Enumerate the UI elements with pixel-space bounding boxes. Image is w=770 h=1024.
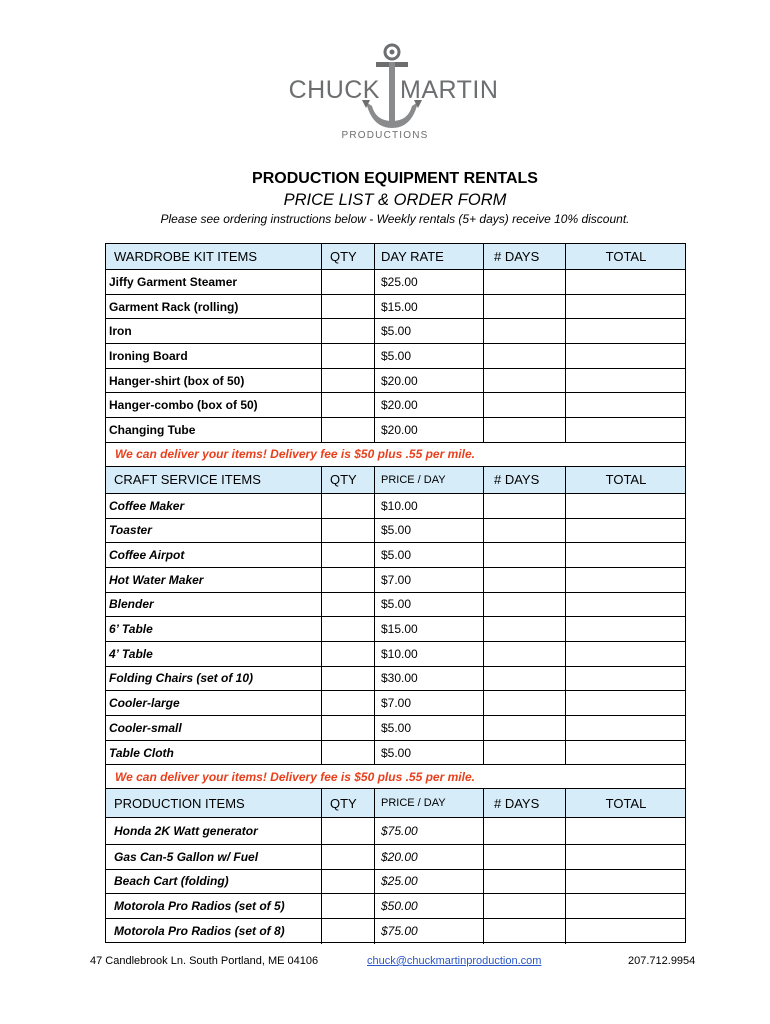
item-rate: $25.00 <box>375 870 484 894</box>
total-field[interactable] <box>566 870 686 894</box>
item-rate: $5.00 <box>375 519 484 543</box>
item-name: Motorola Pro Radios (set of 5) <box>105 894 322 918</box>
total-field[interactable] <box>566 418 686 442</box>
qty-field[interactable] <box>322 319 375 343</box>
total-field[interactable] <box>566 494 686 518</box>
total-field[interactable] <box>566 617 686 641</box>
header-qty: QTY <box>322 467 375 493</box>
ordering-note: Please see ordering instructions below - Weekly rentals (5+ days) receive 10% discount. <box>160 212 630 226</box>
item-rate: $5.00 <box>375 716 484 740</box>
header-days: # DAYS <box>484 467 566 493</box>
page-title: PRODUCTION EQUIPMENT RENTALS <box>252 170 538 187</box>
days-field[interactable] <box>484 568 566 592</box>
item-rate: $50.00 <box>375 894 484 918</box>
table-row <box>105 319 686 344</box>
qty-field[interactable] <box>322 494 375 518</box>
item-rate: $7.00 <box>375 568 484 592</box>
table-row <box>105 270 686 295</box>
header-total: TOTAL <box>605 248 647 264</box>
item-rate: $5.00 <box>375 344 484 368</box>
item-rate: $30.00 <box>375 667 484 691</box>
qty-field[interactable] <box>322 543 375 567</box>
table-row <box>105 617 686 642</box>
table-row <box>105 568 686 593</box>
table-row <box>105 845 686 870</box>
item-name: Iron <box>105 319 322 343</box>
section-header-craft-service <box>105 467 686 494</box>
days-field[interactable] <box>484 418 566 442</box>
days-field[interactable] <box>484 295 566 319</box>
item-name: Ironing Board <box>105 344 322 368</box>
table-row <box>105 418 686 443</box>
header-total: TOTAL <box>605 472 647 488</box>
days-field[interactable] <box>484 543 566 567</box>
total-field[interactable] <box>566 716 686 740</box>
item-name: Hanger-combo (box of 50) <box>105 393 322 417</box>
item-rate: $75.00 <box>375 818 484 844</box>
item-rate: $7.00 <box>375 691 484 715</box>
total-field[interactable] <box>566 642 686 666</box>
days-field[interactable] <box>484 519 566 543</box>
qty-field[interactable] <box>322 818 375 844</box>
item-name: 6’ Table <box>105 617 322 641</box>
qty-field[interactable] <box>322 295 375 319</box>
qty-field[interactable] <box>322 870 375 894</box>
total-field[interactable] <box>566 818 686 844</box>
table-row <box>105 295 686 320</box>
item-name: Jiffy Garment Steamer <box>105 270 322 294</box>
days-field[interactable] <box>484 741 566 765</box>
item-rate: $20.00 <box>375 418 484 442</box>
item-rate: $20.00 <box>375 369 484 393</box>
item-name: Honda 2K Watt generator <box>105 818 322 844</box>
item-name: Cooler-small <box>105 716 322 740</box>
table-row <box>105 393 686 418</box>
table-row <box>105 919 686 944</box>
item-name: 4’ Table <box>105 642 322 666</box>
header-rate: DAY RATE <box>375 243 484 269</box>
item-name: Cooler-large <box>105 691 322 715</box>
item-name: Blender <box>105 593 322 617</box>
logo-word-martin: MARTIN <box>400 76 499 104</box>
qty-field[interactable] <box>322 617 375 641</box>
qty-field[interactable] <box>322 716 375 740</box>
qty-field[interactable] <box>322 344 375 368</box>
total-field[interactable] <box>566 845 686 869</box>
table-row <box>105 716 686 741</box>
item-rate: $20.00 <box>375 393 484 417</box>
delivery-banner: We can deliver your items! Delivery fee is $50 plus .55 per mile. <box>105 765 686 789</box>
table-row <box>105 494 686 519</box>
item-rate: $5.00 <box>375 741 484 765</box>
qty-field[interactable] <box>322 369 375 393</box>
table-row <box>105 691 686 716</box>
table-row <box>105 344 686 369</box>
total-field[interactable] <box>566 741 686 765</box>
table-row <box>105 369 686 394</box>
table-row <box>105 870 686 895</box>
logo-subtitle: PRODUCTIONS <box>341 130 429 141</box>
qty-field[interactable] <box>322 919 375 944</box>
order-form-table <box>105 243 686 944</box>
page-subtitle: PRICE LIST & ORDER FORM <box>283 191 507 209</box>
days-field[interactable] <box>484 716 566 740</box>
item-rate: $15.00 <box>375 617 484 641</box>
total-field[interactable] <box>566 319 686 343</box>
days-field[interactable] <box>484 642 566 666</box>
total-field[interactable] <box>566 369 686 393</box>
total-field[interactable] <box>566 543 686 567</box>
total-field[interactable] <box>566 568 686 592</box>
qty-field[interactable] <box>322 691 375 715</box>
total-field[interactable] <box>566 270 686 294</box>
header-item: WARDROBE KIT ITEMS <box>105 243 322 269</box>
days-field[interactable] <box>484 344 566 368</box>
item-name: Coffee Airpot <box>105 543 322 567</box>
header-days: # DAYS <box>484 789 566 817</box>
days-field[interactable] <box>484 919 566 944</box>
total-field[interactable] <box>566 919 686 944</box>
days-field[interactable] <box>484 393 566 417</box>
item-name: Table Cloth <box>105 741 322 765</box>
delivery-banner: We can deliver your items! Delivery fee is $50 plus .55 per mile. <box>105 443 686 467</box>
total-field[interactable] <box>566 667 686 691</box>
footer-email-link[interactable]: chuck@chuckmartinproduction.com <box>367 955 542 967</box>
table-row <box>105 667 686 692</box>
qty-field[interactable] <box>322 845 375 869</box>
company-logo <box>0 40 770 150</box>
qty-field[interactable] <box>322 642 375 666</box>
total-field[interactable] <box>566 691 686 715</box>
header-rate: PRICE / DAY <box>375 789 484 817</box>
item-name: Changing Tube <box>105 418 322 442</box>
header-days: # DAYS <box>484 243 566 269</box>
qty-field[interactable] <box>322 519 375 543</box>
days-field[interactable] <box>484 270 566 294</box>
qty-field[interactable] <box>322 593 375 617</box>
item-name: Garment Rack (rolling) <box>105 295 322 319</box>
item-rate: $25.00 <box>375 270 484 294</box>
days-field[interactable] <box>484 691 566 715</box>
header-total: TOTAL <box>605 795 647 811</box>
qty-field[interactable] <box>322 667 375 691</box>
header-rate: PRICE / DAY <box>375 467 484 493</box>
days-field[interactable] <box>484 845 566 869</box>
total-field[interactable] <box>566 295 686 319</box>
days-field[interactable] <box>484 818 566 844</box>
footer-address: 47 Candlebrook Ln. South Portland, ME 04106 <box>90 955 319 967</box>
days-field[interactable] <box>484 617 566 641</box>
item-name: Coffee Maker <box>105 494 322 518</box>
days-field[interactable] <box>484 593 566 617</box>
total-field[interactable] <box>566 519 686 543</box>
qty-field[interactable] <box>322 270 375 294</box>
item-name: Hot Water Maker <box>105 568 322 592</box>
item-rate: $5.00 <box>375 593 484 617</box>
qty-field[interactable] <box>322 393 375 417</box>
section-header-wardrobe <box>105 243 686 270</box>
item-name: Toaster <box>105 519 322 543</box>
table-row <box>105 642 686 667</box>
qty-field[interactable] <box>322 418 375 442</box>
item-rate: $15.00 <box>375 295 484 319</box>
days-field[interactable] <box>484 369 566 393</box>
item-name: Beach Cart (folding) <box>105 870 322 894</box>
item-rate: $75.00 <box>375 919 484 944</box>
qty-field[interactable] <box>322 741 375 765</box>
header-item: PRODUCTION ITEMS <box>105 789 322 817</box>
days-field[interactable] <box>484 319 566 343</box>
table-row <box>105 741 686 766</box>
total-field[interactable] <box>566 393 686 417</box>
table-row <box>105 543 686 568</box>
days-field[interactable] <box>484 667 566 691</box>
item-rate: $20.00 <box>375 845 484 869</box>
table-row <box>105 519 686 544</box>
item-name: Folding Chairs (set of 10) <box>105 667 322 691</box>
total-field[interactable] <box>566 894 686 918</box>
days-field[interactable] <box>484 894 566 918</box>
table-row <box>105 593 686 618</box>
table-row <box>105 894 686 919</box>
header-item: CRAFT SERVICE ITEMS <box>105 467 322 493</box>
qty-field[interactable] <box>322 894 375 918</box>
item-rate: $5.00 <box>375 543 484 567</box>
logo-word-chuck: CHUCK <box>288 76 380 104</box>
total-field[interactable] <box>566 593 686 617</box>
item-rate: $10.00 <box>375 494 484 518</box>
days-field[interactable] <box>484 494 566 518</box>
item-name: Gas Can-5 Gallon w/ Fuel <box>105 845 322 869</box>
item-rate: $10.00 <box>375 642 484 666</box>
item-name: Motorola Pro Radios (set of 8) <box>105 919 322 944</box>
table-row <box>105 818 686 845</box>
footer-phone: 207.712.9954 <box>628 955 696 967</box>
item-name: Hanger-shirt (box of 50) <box>105 369 322 393</box>
section-header-production <box>105 789 686 818</box>
header-qty: QTY <box>322 243 375 269</box>
qty-field[interactable] <box>322 568 375 592</box>
header-qty: QTY <box>322 789 375 817</box>
item-rate: $5.00 <box>375 319 484 343</box>
days-field[interactable] <box>484 870 566 894</box>
total-field[interactable] <box>566 344 686 368</box>
